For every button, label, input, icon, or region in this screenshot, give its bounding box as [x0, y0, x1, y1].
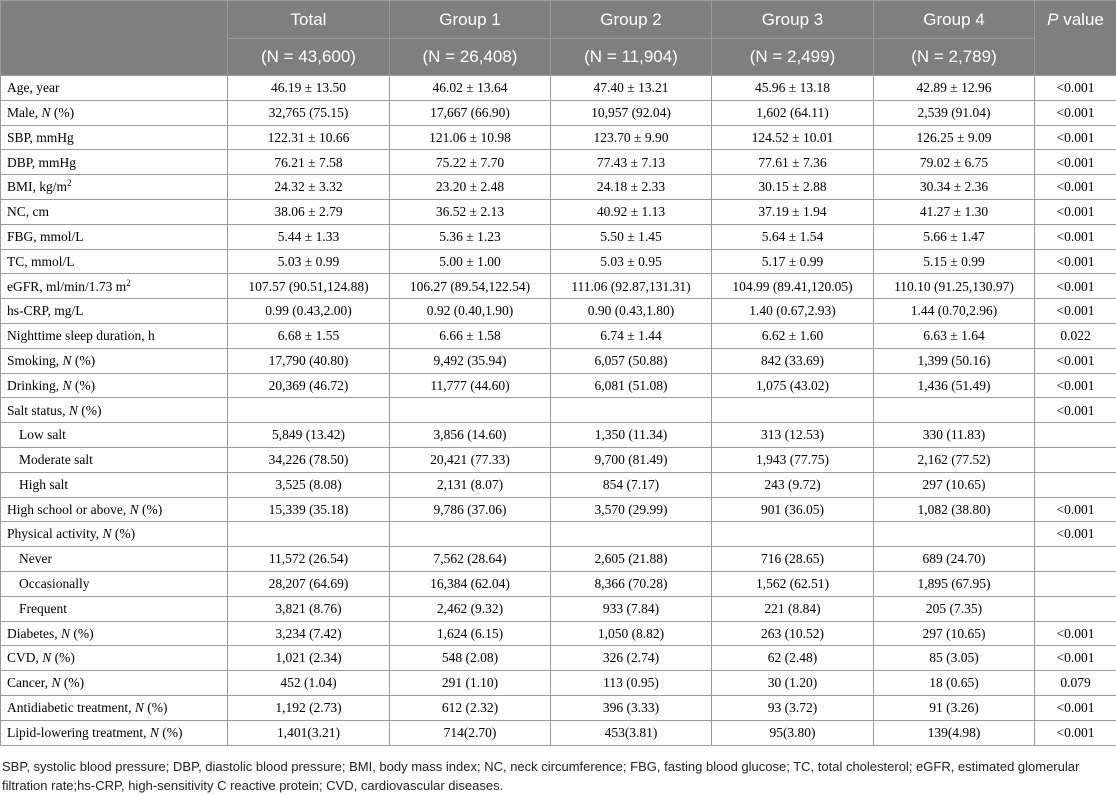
value-cell: 124.52 ± 10.01	[712, 125, 874, 150]
p-value-cell: <0.001	[1035, 720, 1116, 745]
row-label-superscript: 2	[67, 178, 72, 189]
value-cell: 5.50 ± 1.45	[551, 224, 712, 249]
value-cell: 75.22 ± 7.70	[390, 150, 551, 175]
value-cell: 111.06 (92.87,131.31)	[551, 274, 712, 299]
value-cell: 6,081 (51.08)	[551, 373, 712, 398]
table-row	[1, 695, 1116, 720]
row-label	[1, 621, 228, 646]
value-cell: 5.15 ± 0.99	[874, 249, 1035, 274]
row-label	[1, 348, 228, 373]
value-cell: 205 (7.35)	[874, 596, 1035, 621]
table-row	[1, 621, 1116, 646]
value-cell: 689 (24.70)	[874, 547, 1035, 572]
value-cell: 139(4.98)	[874, 720, 1035, 745]
value-cell: 1,895 (67.95)	[874, 571, 1035, 596]
table-row	[1, 373, 1116, 398]
value-cell	[712, 398, 874, 423]
value-cell: 6,057 (50.88)	[551, 348, 712, 373]
row-label-text: Smoking,	[7, 352, 63, 368]
value-cell: 221 (8.84)	[712, 596, 874, 621]
row-label-text: Never	[19, 551, 52, 567]
value-cell: 95(3.80)	[712, 720, 874, 745]
header-p-rest: value	[1058, 10, 1104, 29]
header-n-group-1: (N = 26,408)	[390, 39, 551, 76]
value-cell: 1.40 (0.67,2.93)	[712, 299, 874, 324]
value-cell: 6.62 ± 1.60	[712, 323, 874, 348]
value-cell: 6.66 ± 1.58	[390, 323, 551, 348]
value-cell: 0.92 (0.40,1.90)	[390, 299, 551, 324]
table-row	[1, 299, 1116, 324]
value-cell: 1,082 (38.80)	[874, 497, 1035, 522]
value-cell	[874, 522, 1035, 547]
value-cell: 1,562 (62.51)	[712, 571, 874, 596]
table-row	[1, 398, 1116, 423]
table-header	[1, 1, 1116, 76]
p-value-cell: <0.001	[1035, 398, 1116, 423]
p-value-cell: <0.001	[1035, 76, 1116, 101]
value-cell: 23.20 ± 2.48	[390, 175, 551, 200]
value-cell: 291 (1.10)	[390, 671, 551, 696]
value-cell: 1,602 (64.11)	[712, 100, 874, 125]
row-label	[1, 720, 228, 745]
p-value-cell: <0.001	[1035, 299, 1116, 324]
p-value-cell: <0.001	[1035, 497, 1116, 522]
row-label-text: Salt status,	[7, 402, 69, 418]
value-cell: 20,369 (46.72)	[228, 373, 390, 398]
value-cell: 5.03 ± 0.95	[551, 249, 712, 274]
value-cell: 62 (2.48)	[712, 646, 874, 671]
value-cell: 6.68 ± 1.55	[228, 323, 390, 348]
value-cell: 1,399 (50.16)	[874, 348, 1035, 373]
value-cell: 24.32 ± 3.32	[228, 175, 390, 200]
value-cell: 30.34 ± 2.36	[874, 175, 1035, 200]
value-cell: 17,790 (40.80)	[228, 348, 390, 373]
value-cell: 30 (1.20)	[712, 671, 874, 696]
p-value-cell	[1035, 547, 1116, 572]
value-cell: 1,021 (2.34)	[228, 646, 390, 671]
row-label-italic: N	[60, 625, 70, 641]
p-value-cell	[1035, 571, 1116, 596]
value-cell: 714(2.70)	[390, 720, 551, 745]
row-label	[1, 175, 228, 200]
header-n-group-4: (N = 2,789)	[874, 39, 1035, 76]
value-cell: 243 (9.72)	[712, 472, 874, 497]
p-value-cell	[1035, 423, 1116, 448]
value-cell: 716 (28.65)	[712, 547, 874, 572]
value-cell: 5.00 ± 1.00	[390, 249, 551, 274]
p-value-cell: <0.001	[1035, 175, 1116, 200]
value-cell: 396 (3.33)	[551, 695, 712, 720]
row-label-italic: N	[62, 352, 72, 368]
value-cell: 1,943 (77.75)	[712, 447, 874, 472]
value-cell: 5.44 ± 1.33	[228, 224, 390, 249]
row-label-tail: (%)	[158, 724, 183, 740]
value-cell: 2,605 (21.88)	[551, 547, 712, 572]
value-cell: 34,226 (78.50)	[228, 447, 390, 472]
value-cell: 2,462 (9.32)	[390, 596, 551, 621]
p-value-cell: 0.079	[1035, 671, 1116, 696]
value-cell: 38.06 ± 2.79	[228, 199, 390, 224]
p-value-cell: <0.001	[1035, 621, 1116, 646]
row-label-text: Cancer,	[7, 675, 52, 691]
row-label-tail: (%)	[138, 501, 163, 517]
table-row	[1, 224, 1116, 249]
row-label	[1, 472, 228, 497]
value-cell: 45.96 ± 13.18	[712, 76, 874, 101]
row-label	[1, 522, 228, 547]
row-label-text: FBG, mmol/L	[7, 228, 84, 244]
p-value-cell: <0.001	[1035, 522, 1116, 547]
value-cell: 612 (2.32)	[390, 695, 551, 720]
p-value-cell: <0.001	[1035, 646, 1116, 671]
row-label-italic: N	[42, 650, 52, 666]
value-cell	[712, 522, 874, 547]
table-row	[1, 274, 1116, 299]
value-cell: 121.06 ± 10.98	[390, 125, 551, 150]
value-cell: 15,339 (35.18)	[228, 497, 390, 522]
value-cell: 452 (1.04)	[228, 671, 390, 696]
table-row	[1, 150, 1116, 175]
value-cell	[390, 522, 551, 547]
table-row	[1, 497, 1116, 522]
table-row	[1, 249, 1116, 274]
p-value-cell: <0.001	[1035, 695, 1116, 720]
row-label-text: DBP, mmHg	[7, 154, 77, 170]
value-cell: 3,525 (8.08)	[228, 472, 390, 497]
value-cell: 5,849 (13.42)	[228, 423, 390, 448]
p-value-cell: <0.001	[1035, 199, 1116, 224]
value-cell: 46.19 ± 13.50	[228, 76, 390, 101]
value-cell: 47.40 ± 13.21	[551, 76, 712, 101]
value-cell: 297 (10.65)	[874, 472, 1035, 497]
value-cell	[551, 522, 712, 547]
value-cell: 1,050 (8.82)	[551, 621, 712, 646]
row-label	[1, 199, 228, 224]
value-cell: 1,624 (6.15)	[390, 621, 551, 646]
row-label-tail: (%)	[71, 377, 96, 393]
p-value-cell: <0.001	[1035, 150, 1116, 175]
value-cell: 76.21 ± 7.58	[228, 150, 390, 175]
row-label	[1, 646, 228, 671]
row-label	[1, 497, 228, 522]
value-cell: 18 (0.65)	[874, 671, 1035, 696]
value-cell: 3,570 (29.99)	[551, 497, 712, 522]
row-label-italic: N	[129, 501, 139, 517]
value-cell: 79.02 ± 6.75	[874, 150, 1035, 175]
value-cell: 901 (36.05)	[712, 497, 874, 522]
value-cell: 91 (3.26)	[874, 695, 1035, 720]
value-cell	[228, 522, 390, 547]
table-row	[1, 671, 1116, 696]
row-label-text: CVD,	[7, 650, 43, 666]
value-cell: 7,562 (28.64)	[390, 547, 551, 572]
row-label	[1, 373, 228, 398]
row-label-text: TC, mmol/L	[7, 253, 75, 269]
value-cell: 85 (3.05)	[874, 646, 1035, 671]
header-total: Total	[228, 1, 390, 39]
value-cell: 41.27 ± 1.30	[874, 199, 1035, 224]
header-n-group-2: (N = 11,904)	[551, 39, 712, 76]
p-value-cell: <0.001	[1035, 249, 1116, 274]
p-value-cell	[1035, 596, 1116, 621]
value-cell: 1.44 (0.70,2.96)	[874, 299, 1035, 324]
header-n-group-3: (N = 2,499)	[712, 39, 874, 76]
row-label-tail: (%)	[51, 650, 75, 666]
value-cell: 122.31 ± 10.66	[228, 125, 390, 150]
header-p-italic: P	[1047, 10, 1059, 29]
row-label-italic: N	[51, 675, 61, 691]
row-label	[1, 150, 228, 175]
row-label-text: Moderate salt	[19, 452, 93, 468]
value-cell: 842 (33.69)	[712, 348, 874, 373]
value-cell: 3,234 (7.42)	[228, 621, 390, 646]
value-cell: 24.18 ± 2.33	[551, 175, 712, 200]
value-cell: 9,786 (37.06)	[390, 497, 551, 522]
value-cell: 9,700 (81.49)	[551, 447, 712, 472]
row-label-text: Drinking,	[7, 377, 63, 393]
table-row	[1, 447, 1116, 472]
value-cell: 1,350 (11.34)	[551, 423, 712, 448]
table-row	[1, 348, 1116, 373]
value-cell: 42.89 ± 12.96	[874, 76, 1035, 101]
value-cell: 11,777 (44.60)	[390, 373, 551, 398]
table-row	[1, 571, 1116, 596]
row-label-tail: (%)	[70, 625, 94, 641]
value-cell: 0.99 (0.43,2.00)	[228, 299, 390, 324]
row-label-text: Frequent	[19, 600, 67, 616]
value-cell: 107.57 (90.51,124.88)	[228, 274, 390, 299]
value-cell: 3,856 (14.60)	[390, 423, 551, 448]
value-cell: 0.90 (0.43,1.80)	[551, 299, 712, 324]
value-cell: 5.17 ± 0.99	[712, 249, 874, 274]
value-cell: 32,765 (75.15)	[228, 100, 390, 125]
p-value-cell: <0.001	[1035, 224, 1116, 249]
row-label-text: Antidiabetic treatment,	[7, 700, 135, 716]
value-cell: 1,192 (2.73)	[228, 695, 390, 720]
row-label-italic: N	[149, 724, 159, 740]
value-cell: 8,366 (70.28)	[551, 571, 712, 596]
row-label-text: Diabetes,	[7, 625, 61, 641]
value-cell: 548 (2.08)	[390, 646, 551, 671]
row-label	[1, 323, 228, 348]
value-cell: 2,131 (8.07)	[390, 472, 551, 497]
table-row	[1, 596, 1116, 621]
value-cell: 36.52 ± 2.13	[390, 199, 551, 224]
row-label-text: eGFR, ml/min/1.73 m	[7, 278, 127, 294]
p-value-cell: 0.022	[1035, 323, 1116, 348]
p-value-cell: <0.001	[1035, 348, 1116, 373]
row-label-text: High school or above,	[7, 501, 130, 517]
value-cell: 263 (10.52)	[712, 621, 874, 646]
value-cell: 9,492 (35.94)	[390, 348, 551, 373]
row-label-tail: (%)	[111, 526, 136, 542]
value-cell: 297 (10.65)	[874, 621, 1035, 646]
value-cell: 313 (12.53)	[712, 423, 874, 448]
value-cell: 5.36 ± 1.23	[390, 224, 551, 249]
row-label-text: BMI, kg/m	[7, 179, 68, 195]
value-cell: 106.27 (89.54,122.54)	[390, 274, 551, 299]
value-cell: 77.43 ± 7.13	[551, 150, 712, 175]
header-p-value	[1035, 1, 1116, 76]
value-cell	[874, 398, 1035, 423]
header-group-2: Group 2	[551, 1, 712, 39]
table-body	[1, 76, 1116, 746]
value-cell: 1,075 (43.02)	[712, 373, 874, 398]
row-label-italic: N	[134, 700, 144, 716]
row-label-tail: (%)	[71, 352, 96, 368]
table-row	[1, 547, 1116, 572]
value-cell: 854 (7.17)	[551, 472, 712, 497]
header-row-groups	[1, 1, 1116, 39]
value-cell: 104.99 (89.41,120.05)	[712, 274, 874, 299]
p-value-cell	[1035, 472, 1116, 497]
value-cell: 37.19 ± 1.94	[712, 199, 874, 224]
value-cell: 453(3.81)	[551, 720, 712, 745]
p-value-cell	[1035, 447, 1116, 472]
value-cell: 11,572 (26.54)	[228, 547, 390, 572]
value-cell: 17,667 (66.90)	[390, 100, 551, 125]
row-label	[1, 596, 228, 621]
row-label-italic: N	[68, 402, 78, 418]
header-corner	[1, 1, 228, 76]
value-cell: 10,957 (92.04)	[551, 100, 712, 125]
row-label-text: NC, cm	[7, 204, 49, 220]
row-label	[1, 125, 228, 150]
row-label	[1, 100, 228, 125]
table-row	[1, 199, 1116, 224]
table-row	[1, 175, 1116, 200]
header-group-4: Group 4	[874, 1, 1035, 39]
value-cell: 3,821 (8.76)	[228, 596, 390, 621]
row-label	[1, 547, 228, 572]
row-label-tail: (%)	[77, 402, 102, 418]
value-cell	[228, 398, 390, 423]
row-label-tail: (%)	[143, 700, 168, 716]
row-label	[1, 398, 228, 423]
header-group-1: Group 1	[390, 1, 551, 39]
row-label-superscript: 2	[126, 277, 131, 288]
row-label	[1, 447, 228, 472]
value-cell: 326 (2.74)	[551, 646, 712, 671]
value-cell: 123.70 ± 9.90	[551, 125, 712, 150]
row-label	[1, 571, 228, 596]
row-label	[1, 695, 228, 720]
row-label	[1, 249, 228, 274]
value-cell: 5.66 ± 1.47	[874, 224, 1035, 249]
row-label	[1, 224, 228, 249]
value-cell: 330 (11.83)	[874, 423, 1035, 448]
value-cell: 30.15 ± 2.88	[712, 175, 874, 200]
value-cell: 113 (0.95)	[551, 671, 712, 696]
row-label-text: hs-CRP, mg/L	[7, 303, 84, 319]
table-row	[1, 720, 1116, 745]
row-label	[1, 274, 228, 299]
row-label	[1, 671, 228, 696]
table-row	[1, 522, 1116, 547]
header-n-total: (N = 43,600)	[228, 39, 390, 76]
value-cell: 46.02 ± 13.64	[390, 76, 551, 101]
value-cell	[551, 398, 712, 423]
value-cell: 5.03 ± 0.99	[228, 249, 390, 274]
row-label-text: Male,	[7, 104, 42, 120]
row-label-text: Physical activity,	[7, 526, 103, 542]
table-row	[1, 125, 1116, 150]
value-cell: 5.64 ± 1.54	[712, 224, 874, 249]
value-cell	[390, 398, 551, 423]
row-label-italic: N	[41, 104, 51, 120]
table-row	[1, 646, 1116, 671]
value-cell: 93 (3.72)	[712, 695, 874, 720]
value-cell: 1,436 (51.49)	[874, 373, 1035, 398]
p-value-cell: <0.001	[1035, 274, 1116, 299]
row-label-text: Nighttime sleep duration, h	[7, 328, 155, 344]
footnote: SBP, systolic blood pressure; DBP, diastolic blood pressure; BMI, body mass index; NC, neck circumference; FBG, fasting blood glucose; TC, total cholesterol; eGFR, estimated glomerular filtration rate;hs-CRP, high-sensitivity C reactive protein; CVD, cardiovascular diseases.	[2, 759, 1080, 793]
table-row	[1, 423, 1116, 448]
table-row	[1, 323, 1116, 348]
value-cell: 110.10 (91.25,130.97)	[874, 274, 1035, 299]
row-label-text: Occasionally	[19, 576, 90, 592]
value-cell: 40.92 ± 1.13	[551, 199, 712, 224]
row-label-text: High salt	[19, 476, 69, 492]
row-label-text: SBP, mmHg	[7, 129, 74, 145]
p-value-cell: <0.001	[1035, 373, 1116, 398]
value-cell: 6.63 ± 1.64	[874, 323, 1035, 348]
value-cell: 1,401(3.21)	[228, 720, 390, 745]
header-group-3: Group 3	[712, 1, 874, 39]
value-cell: 2,162 (77.52)	[874, 447, 1035, 472]
p-value-cell: <0.001	[1035, 125, 1116, 150]
value-cell: 16,384 (62.04)	[390, 571, 551, 596]
value-cell: 126.25 ± 9.09	[874, 125, 1035, 150]
row-label-text: Lipid-lowering treatment,	[7, 724, 150, 740]
row-label-italic: N	[62, 377, 72, 393]
row-label-italic: N	[102, 526, 112, 542]
row-label	[1, 76, 228, 101]
value-cell: 28,207 (64.69)	[228, 571, 390, 596]
row-label	[1, 299, 228, 324]
row-label-tail: (%)	[60, 675, 85, 691]
row-label	[1, 423, 228, 448]
value-cell: 20,421 (77.33)	[390, 447, 551, 472]
table-row	[1, 100, 1116, 125]
row-label-text: Low salt	[19, 427, 66, 443]
value-cell: 77.61 ± 7.36	[712, 150, 874, 175]
value-cell: 2,539 (91.04)	[874, 100, 1035, 125]
row-label-tail: (%)	[50, 104, 75, 120]
value-cell: 6.74 ± 1.44	[551, 323, 712, 348]
value-cell: 933 (7.84)	[551, 596, 712, 621]
row-label-text: Age, year	[7, 80, 60, 96]
p-value-cell: <0.001	[1035, 100, 1116, 125]
table-row	[1, 472, 1116, 497]
table-row	[1, 76, 1116, 101]
